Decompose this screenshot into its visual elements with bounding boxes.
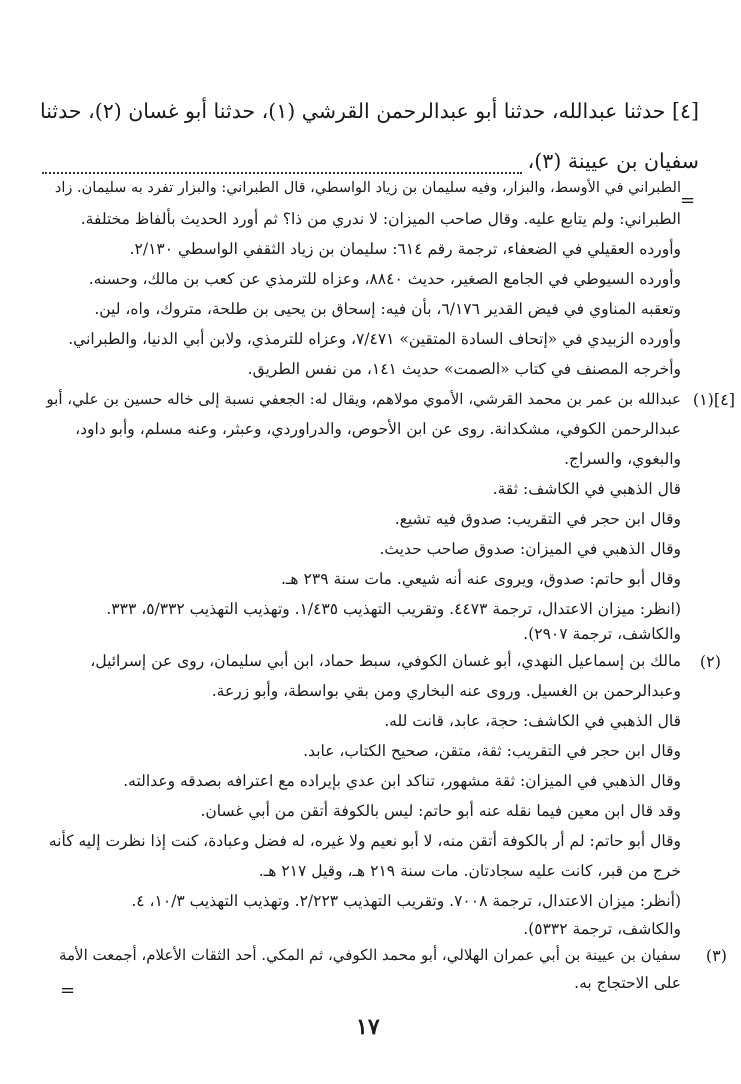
footnote-line: وقال الذهبي في الميزان: صدوق صاحب حديث. <box>379 540 681 558</box>
dotted-fill-line <box>42 158 522 174</box>
footnote-3-marker: (٣) <box>705 946 727 965</box>
footnote-1-marker: [٤](١) <box>692 390 735 409</box>
page-number: ١٧ <box>356 1014 380 1040</box>
footnote-line: (أنظر: ميزان الاعتدال، ترجمة ٧٠٠٨. وتقريب التهذيب ٢/٢٢٣. وتهذيب التهذيب ١٠/٣، ٤. <box>131 892 681 910</box>
continuation-marker-top: = <box>680 190 696 211</box>
footnote-line: عبدالرحمن الكوفي، مشكدانة. روى عن ابن الأحوص، والدراوردي، وعبثر، وعنه مسلم، وأبو داود، <box>75 420 681 438</box>
footnote-line: وقال أبو حاتم: صدوق، ويروى عنه أنه شيعي. مات سنة ٢٣٩ هـ. <box>280 570 681 588</box>
footnote-line: وأورده السيوطي في الجامع الصغير، حديث ٨٨٤٠، وعزاه للترمذي عن كعب بن مالك، وحسنه. <box>88 270 681 288</box>
footnote-line: الطبراني في الأوسط، والبزار، وفيه سليمان بن زياد الواسطي، قال الطبراني: والبزار تفرد به سليمان. زاد <box>54 180 681 196</box>
footnote-line: والكاشف، ترجمة ٢٩٠٧). <box>523 625 681 643</box>
footnote-line: الطبراني: ولم يتابع عليه. وقال صاحب الميزان: لا ندري من ذا؟ ثم أورد الحديث بألفاظ مختلفة. <box>80 210 681 228</box>
footnote-line: وأورده العقيلي في الضعفاء، ترجمة رقم ٦١٤: سليمان بن زياد الثقفي الواسطي ٢/١٣٠. <box>129 240 681 258</box>
footnote-line: خرج من قبر، كانت عليه سجادتان. مات سنة ٢١٩ هـ، وقيل ٢١٧ هـ. <box>258 862 681 880</box>
footnote-line: وأورده الزبيدي في «إتحاف السادة المتقين» ٧/٤٧١، وعزاه للترمذي، ولابن أبي الدنيا، والطبراني. <box>68 330 681 348</box>
footnote-line: قال الذهبي في الكاشف: حجة، عابد، قانت لله. <box>384 712 681 730</box>
footnote-line: (انظر: ميزان الاعتدال، ترجمة ٤٤٧٣. وتقريب التهذيب ١/٤٣٥. وتهذيب التهذيب ٥/٣٣٢، ٣٣٣. <box>106 600 681 618</box>
footnote-line: عبدالله بن عمر بن محمد القرشي، الأموي مولاهم، ويقال له: الجعفي نسبة إلى خاله حسين بن علي، أبو <box>46 390 681 408</box>
footnote-line: قال الذهبي في الكاشف: ثقة. <box>492 480 681 498</box>
footnote-line: سفيان بن عيينة بن أبي عمران الهلالي، أبو محمد الكوفي، ثم المكي. أحد الثقات الأعلام، أجمعت الأمة <box>58 946 681 964</box>
footnote-line: وقال ابن حجر في التقريب: ثقة، متقن، صحيح الكتاب، عابد. <box>303 742 681 760</box>
footnote-line: وأخرجه المصنف في كتاب «الصمت» حديث ١٤١، من نفس الطريق. <box>247 360 681 378</box>
hadith-text <box>39 86 699 186</box>
footnote-line: وقال الذهبي في الميزان: ثقة مشهور، تناكد ابن عدي بإيراده مع اعترافه بصدقه وعدالته. <box>123 772 681 790</box>
hadith-line-2-text: سفيان بن عيينة (٣)، <box>527 149 699 173</box>
footnote-line: وقال ابن حجر في التقريب: صدوق فيه تشيع. <box>394 510 681 528</box>
footnote-line: والكاشف، ترجمة ٥٣٣٢). <box>523 920 681 938</box>
footnote-line: وقد قال ابن معين فيما نقله عنه أبو حاتم: ليس بالكوفة أتقن من أبي غسان. <box>200 802 681 820</box>
footnote-line: على الاحتجاج به. <box>574 974 681 992</box>
footnote-line: وعبدالرحمن بن الغسيل. وروى عنه البخاري ومن بقي بواسطة، وأبو زرعة. <box>211 682 681 700</box>
footnote-line: والبغوي، والسراج. <box>564 450 681 468</box>
footnote-line: وقال أبو حاتم: لم أر بالكوفة أتقن منه، لا أبو نعيم ولا غيره، له فضل وعبادة، كنت إذا نظرت إليه كأنه <box>48 832 681 850</box>
hadith-line-2 <box>39 136 699 186</box>
hadith-line-1: [٤] حدثنا عبدالله، حدثنا أبو عبدالرحمن القرشي (١)، حدثنا أبو غسان (٢)، حدثنا <box>39 99 699 123</box>
footnote-2-marker: (٢) <box>699 652 721 671</box>
footnote-line: وتعقبه المناوي في فيض القدير ٦/١٧٦، بأن فيه: إسحاق بن يحيى بن طلحة، متروك، واه، لين. <box>94 300 681 318</box>
continuation-marker-bottom: = <box>60 980 76 1001</box>
footnote-line: مالك بن إسماعيل النهدي، أبو غسان الكوفي، سبط حماد، ابن أبي سليمان، روى عن إسرائيل، <box>90 652 681 670</box>
